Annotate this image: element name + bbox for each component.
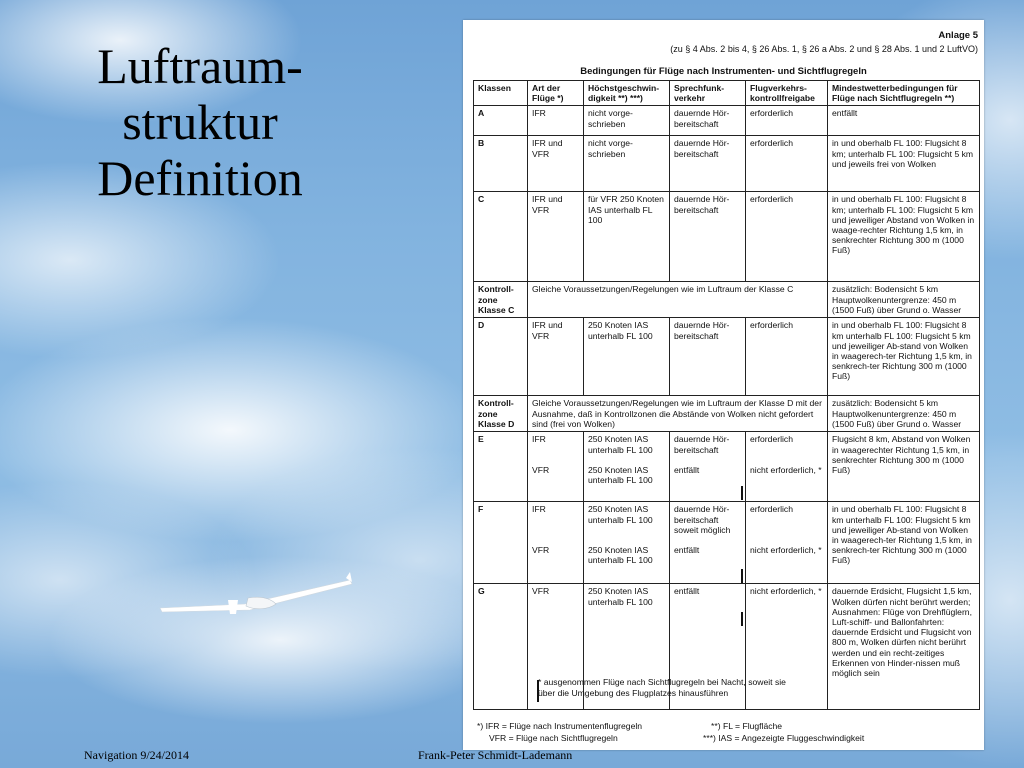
same-conditions-cell: Gleiche Voraussetzungen/Regelungen wie im Luftraum der Klasse C — [528, 282, 828, 318]
freigabe-vfr: nicht erforderlich, * — [750, 464, 822, 475]
art-cell: IFR — [528, 106, 584, 136]
table-header-row — [474, 81, 980, 106]
funk-ifr: dauernde Hör-bereitschaft soweit möglich — [674, 504, 731, 535]
speed-cell: 250 Knoten IAS unterhalb FL 100 — [584, 584, 670, 710]
freigabe-ifr: erforderlich — [750, 434, 793, 445]
footnote-ifr: *) IFR = Flüge nach Instrumentenflugregeln — [477, 721, 643, 731]
speed-ifr: 250 Knoten IAS unterhalb FL 100 — [588, 434, 653, 455]
footer-author: Frank-Peter Schmidt-Lademann — [418, 748, 573, 762]
wetter-cell: in und oberhalb FL 100: Flugsicht 8 km; unterhalb FL 100: Flugsicht 5 km und jeweils frei von Wolken — [828, 136, 980, 192]
revision-bar — [741, 569, 743, 583]
wetter-cell: entfällt — [828, 106, 980, 136]
speed-cell: nicht vorge-schrieben — [584, 106, 670, 136]
header-art: Art der Flüge *) — [528, 81, 584, 106]
speed-cell: 250 Knoten IAS unterhalb FL 100 — [584, 318, 670, 396]
slide-title — [40, 38, 360, 206]
table-heading: Bedingungen für Flüge nach Instrumenten- und Sichtflugregeln — [580, 66, 867, 77]
klasse-cell: Kontroll-zone Klasse C — [474, 282, 528, 318]
speed-cell — [584, 432, 670, 502]
table-row — [474, 192, 980, 282]
footnote-fl: **) FL = Flugfläche — [711, 721, 783, 731]
freigabe-vfr: nicht erforderlich, * — [750, 544, 822, 555]
freigabe-cell: erforderlich — [746, 106, 828, 136]
table-row — [474, 282, 980, 318]
klasse-cell: G — [474, 584, 528, 710]
funk-vfr: entfällt — [674, 464, 700, 475]
art-vfr: VFR — [532, 544, 550, 555]
footnote-abbrev-right — [703, 720, 864, 744]
wetter-cell: dauernde Erdsicht, Flugsicht 1,5 km, Wolken dürfen nicht berührt werden; Ausnahmen: Flüge von Drehflüglern, Luft-schiff- und Ballonfahrten: dauernde Erdsicht und Flugsicht von 800 m, Wolken dürfen nicht berührt werden und ein recht-zeitiges Erkennen von Hinder-nissen muß möglich sein — [828, 584, 980, 710]
wetter-cell: zusätzlich: Bodensicht 5 km Hauptwolkenuntergrenze: 450 m (1500 Fuß) über Grund o. Wasser — [828, 396, 980, 432]
title-line-1: Luftraum- — [97, 38, 303, 94]
footnote-ias: ***) IAS = Angezeigte Fluggeschwindigkeit — [703, 733, 865, 743]
footnote-star: * ausgenommen Flüge nach Sichtflugregeln bei Nacht, soweit sie über die Umgebung des Flugplatzes hinausführen — [538, 677, 786, 698]
freigabe-ifr: erforderlich — [750, 504, 793, 515]
header-wetter: Mindestwetterbedingungen für Flüge nach Sichtflugregeln **) — [828, 81, 980, 106]
funk-ifr: dauernde Hör-bereitschaft — [674, 434, 730, 455]
wetter-cell: zusätzlich: Bodensicht 5 km Hauptwolkenuntergrenze: 450 m (1500 Fuß) über Grund o. Wasser — [828, 282, 980, 318]
art-cell — [528, 502, 584, 584]
table-row — [474, 106, 980, 136]
funk-cell: dauernde Hör-bereitschaft — [670, 136, 746, 192]
speed-cell: nicht vorge-schrieben — [584, 136, 670, 192]
wetter-cell: in und oberhalb FL 100: Flugsicht 8 km; unterhalb FL 100: Flugsicht 5 km und jeweiliger Abstand von Wolken in waage-rechter Richtung 1,5 km, in senkrechter Richtung 300 m (1000 Fuß) — [828, 192, 980, 282]
footnote-abbrev-left — [477, 720, 642, 744]
art-ifr: IFR — [532, 504, 546, 515]
freigabe-cell — [746, 432, 828, 502]
funk-vfr: entfällt — [674, 545, 700, 556]
funk-cell: dauernde Hör-bereitschaft — [670, 318, 746, 396]
funk-cell — [670, 432, 746, 502]
header-speed: Höchstgeschwin-digkeit **) ***) — [584, 81, 670, 106]
table-row — [474, 136, 980, 192]
header-klassen: Klassen — [474, 81, 528, 106]
freigabe-cell: erforderlich — [746, 318, 828, 396]
speed-cell: für VFR 250 Knoten IAS unterhalb FL 100 — [584, 192, 670, 282]
regulation-document — [463, 20, 984, 750]
freigabe-cell: erforderlich — [746, 192, 828, 282]
funk-cell: dauernde Hör-bereitschaft — [670, 192, 746, 282]
art-cell: VFR — [528, 584, 584, 710]
table-row — [474, 502, 980, 584]
revision-bar — [741, 612, 743, 626]
art-cell: IFR und VFR — [528, 318, 584, 396]
freigabe-cell — [746, 502, 828, 584]
same-conditions-cell: Gleiche Voraussetzungen/Regelungen wie im Luftraum der Klasse D mit der Ausnahme, daß in Kontrollzonen die Abstände von Wolken nicht gefordert sind (frei von Wolken) — [528, 396, 828, 432]
klasse-cell: C — [474, 192, 528, 282]
art-ifr: IFR — [532, 434, 546, 445]
klasse-cell: D — [474, 318, 528, 396]
table-row — [474, 396, 980, 432]
art-cell: IFR und VFR — [528, 136, 584, 192]
wetter-cell: in und oberhalb FL 100: Flugsicht 8 km unterhalb FL 100: Flugsicht 5 km und jeweiliger Ab-stand von Wolken in waagerech-ter Richtung 1,5 km, in senkrech-ter Richtung 300 m (1000 Fuß) — [828, 318, 980, 396]
speed-ifr: 250 Knoten IAS unterhalb FL 100 — [588, 504, 653, 525]
funk-cell: entfällt — [670, 584, 746, 710]
wetter-cell: Flugsicht 8 km, Abstand von Wolken in waagerechter Richtung 1,5 km, in senkrechter Richtung 300 m (1000 Fuß) — [828, 432, 980, 502]
header-freigabe: Flugverkehrs-kontrollfreigabe — [746, 81, 828, 106]
title-line-2: struktur — [122, 94, 278, 150]
funk-cell — [670, 502, 746, 584]
klasse-cell: B — [474, 136, 528, 192]
freigabe-cell: erforderlich — [746, 136, 828, 192]
freigabe-cell: nicht erforderlich, * — [746, 584, 828, 710]
table-row — [474, 318, 980, 396]
funk-cell: dauernde Hör-bereitschaft — [670, 106, 746, 136]
footer-date: Navigation 9/24/2014 — [84, 748, 189, 762]
speed-vfr: 250 Knoten IAS unterhalb FL 100 — [588, 544, 653, 566]
klasse-cell: F — [474, 502, 528, 584]
wetter-cell: in und oberhalb FL 100: Flugsicht 8 km unterhalb FL 100: Flugsicht 5 km und jeweiliger Ab-stand von Wolken in waagerech-ter Richtung 1,5 km, in senkrech-ter Richtung 300 m (1000 Fuß) — [828, 502, 980, 584]
glider-icon — [150, 570, 360, 630]
speed-cell — [584, 502, 670, 584]
art-vfr: VFR — [532, 464, 550, 475]
klasse-cell: E — [474, 432, 528, 502]
speed-vfr: 250 Knoten IAS unterhalb FL 100 — [588, 464, 653, 486]
klasse-cell: A — [474, 106, 528, 136]
footnote-vfr: VFR = Flüge nach Sichtflugregeln — [489, 733, 618, 743]
annex-label: Anlage 5 — [938, 30, 978, 41]
revision-bar — [741, 486, 743, 500]
annex-reference: (zu § 4 Abs. 2 bis 4, § 26 Abs. 1, § 26 a Abs. 2 und § 28 Abs. 1 und 2 LuftVO) — [670, 44, 978, 54]
klasse-cell: Kontroll-zone Klasse D — [474, 396, 528, 432]
airspace-table — [473, 80, 980, 710]
art-cell — [528, 432, 584, 502]
header-funk: Sprechfunk-verkehr — [670, 81, 746, 106]
title-line-3: Definition — [97, 150, 303, 206]
art-cell: IFR und VFR — [528, 192, 584, 282]
table-row — [474, 432, 980, 502]
